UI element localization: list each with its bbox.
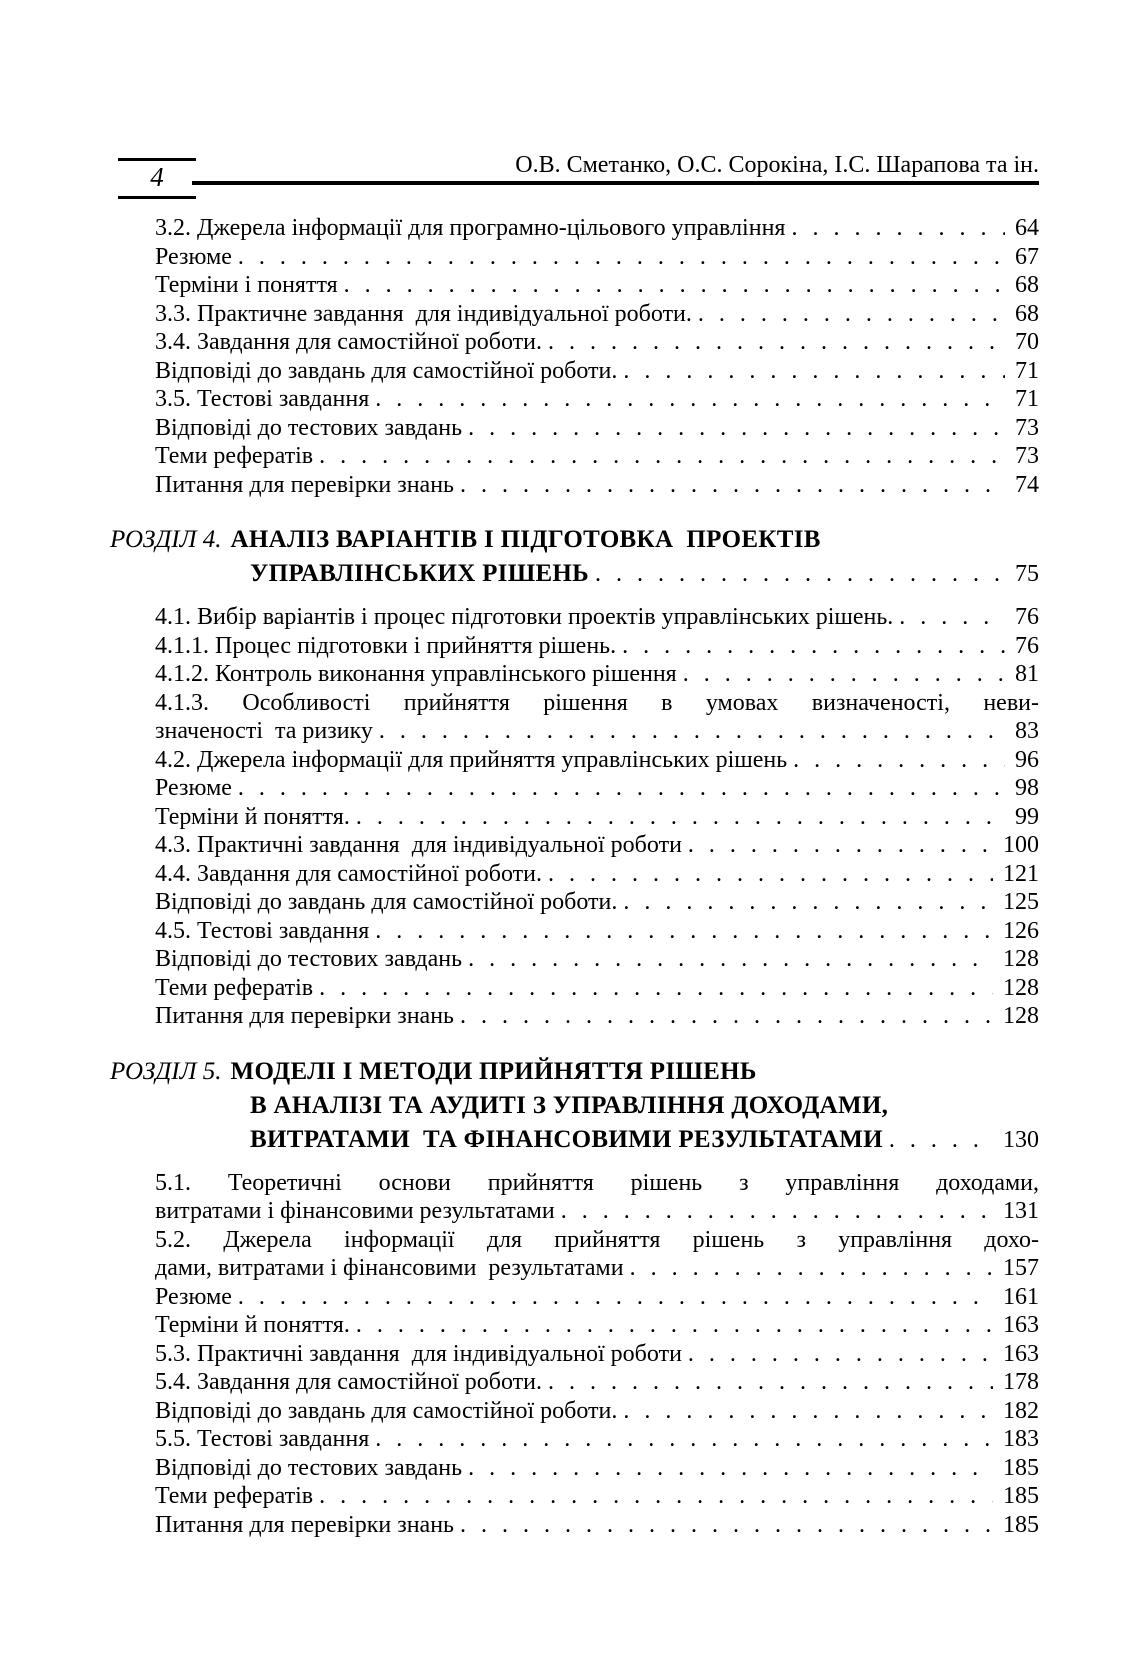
dot-leader — [460, 471, 1005, 500]
toc-entry-label: Терміни й поняття. — [155, 803, 350, 830]
toc-entry — [155, 689, 1039, 746]
toc-entry — [155, 442, 1039, 471]
toc-entry — [155, 945, 1039, 974]
toc-entry-row — [155, 1482, 1039, 1511]
dot-leader — [375, 385, 1005, 414]
toc-entry-label: 4.1. Вибір варіантів і процес підготовки проектів управлінських рішень. — [155, 604, 894, 630]
dot-leader — [238, 243, 1005, 272]
toc-entry-label: Питання для перевірки знань — [155, 1003, 454, 1029]
toc-entry-label: 5.5. Тестові завдання — [155, 1426, 370, 1452]
toc-entry-row — [155, 1454, 1039, 1483]
dot-leader — [622, 632, 1005, 661]
chapter-title-line: АНАЛІЗ ВАРІАНТІВ І ПІДГОТОВКА ПРОЕКТІВ — [230, 526, 821, 553]
toc-group — [110, 1055, 1039, 1540]
toc-entry — [155, 271, 1039, 300]
toc-entry-row — [155, 1002, 1039, 1031]
dot-leader — [623, 357, 1005, 386]
toc-entry-row — [155, 1340, 1039, 1369]
dot-leader — [319, 442, 1005, 471]
dot-leader — [688, 1340, 993, 1369]
toc-entry-label: Резюме — [155, 1283, 232, 1310]
chapter-title-line: В АНАЛІЗІ ТА АУДИТІ З УПРАВЛІННЯ ДОХОДАМИ, — [250, 1091, 889, 1119]
toc-entry — [155, 1283, 1039, 1312]
dot-leader — [548, 328, 1005, 357]
toc-entry-row — [155, 1511, 1039, 1540]
toc-entry-row — [155, 385, 1039, 414]
toc-entry-wrapped-line: 5.1. Теоретичні основи прийняття рішень з управління доходами, — [155, 1169, 1039, 1196]
toc-page-number: 64 — [1015, 215, 1039, 241]
toc-entry — [155, 243, 1039, 272]
toc-entry — [155, 1311, 1039, 1340]
toc-entry-wrapped-line: 5.2. Джерела інформації для прийняття рішень з управління дохо- — [155, 1226, 1039, 1253]
toc-entry-label: Резюме — [155, 243, 232, 270]
toc-entry — [155, 660, 1039, 689]
toc-group — [110, 523, 1039, 1031]
toc-entry — [155, 300, 1039, 329]
dot-leader — [468, 414, 1005, 443]
toc-page-number: 185 — [1003, 1511, 1039, 1538]
dot-leader — [319, 1482, 993, 1511]
toc-entry — [155, 1454, 1039, 1483]
toc-page-number: 99 — [1015, 803, 1039, 830]
toc-entry-row — [155, 243, 1039, 272]
toc-entry — [155, 414, 1039, 443]
toc-page-number: 71 — [1015, 357, 1039, 384]
toc-entry-label: Відповіді до тестових завдань — [155, 946, 463, 972]
toc-entry — [155, 214, 1039, 243]
toc-entry — [155, 1482, 1039, 1511]
toc-entry — [155, 471, 1039, 500]
toc-entry-row — [155, 888, 1039, 917]
toc-page-number: 100 — [1003, 832, 1039, 858]
toc-entry-row — [155, 860, 1039, 889]
toc-entry-row — [155, 271, 1039, 300]
running-head-authors: О.В. Сметанко, О.С. Сорокіна, І.С. Шарапова та ін. — [515, 152, 1039, 178]
dot-leader — [683, 660, 1005, 689]
toc-entry — [155, 860, 1039, 889]
toc-entry-row — [155, 471, 1039, 500]
dot-leader — [468, 1454, 993, 1483]
toc-page-number: 128 — [1003, 946, 1039, 972]
toc-entry-row — [155, 214, 1039, 243]
toc-entry-row — [155, 803, 1039, 832]
dot-leader — [623, 888, 993, 917]
toc-entry-label: Теми рефератів — [155, 974, 314, 1001]
toc-page-number: 71 — [1015, 386, 1039, 412]
toc-entry-label: Питання для перевірки знань — [155, 1511, 454, 1538]
dot-leader — [791, 214, 1005, 243]
toc-entry-label: Теми рефератів — [155, 443, 314, 469]
toc-entry-label: Питання для перевірки знань — [155, 471, 454, 498]
dot-leader — [379, 717, 1005, 746]
chapter-title-row — [250, 557, 1039, 591]
toc-entry — [155, 1169, 1039, 1226]
toc-entry-row — [155, 357, 1039, 386]
toc-entry-label: 5.3. Практичні завдання для індивідуальної роботи — [155, 1340, 682, 1367]
dot-leader — [630, 1254, 993, 1283]
toc-entry-label: значеності та ризику — [155, 718, 373, 744]
chapter-number-label: РОЗДІЛ 5. — [110, 1057, 222, 1085]
toc-page-number: 182 — [1003, 1397, 1039, 1424]
dot-leader — [548, 860, 993, 889]
toc-entry-label: витратами і фінансовими результатами — [155, 1198, 555, 1224]
toc-page-number: 75 — [1015, 561, 1039, 587]
toc-entry-label: 3.5. Тестові завдання — [155, 386, 370, 412]
toc-entry-row — [155, 300, 1039, 329]
toc-entry-row — [155, 414, 1039, 443]
toc-entry — [155, 803, 1039, 832]
dot-leader — [356, 803, 1005, 832]
toc-entry-label: Відповіді до тестових завдань — [155, 1454, 463, 1481]
dot-leader — [344, 271, 1005, 300]
chapter-title-row — [110, 1055, 1039, 1089]
toc-page-number: 128 — [1003, 1003, 1039, 1029]
toc-page-number: 121 — [1003, 860, 1039, 887]
dot-leader — [375, 1425, 993, 1454]
toc-entry-row — [155, 1311, 1039, 1340]
toc-entry — [155, 385, 1039, 414]
table-of-contents — [110, 214, 1039, 1539]
toc-entry-label: 4.2. Джерела інформації для прийняття управлінських рішень — [155, 746, 788, 773]
chapter-heading — [110, 523, 1039, 591]
dot-leader — [460, 1511, 993, 1540]
toc-page-number: 185 — [1003, 1483, 1039, 1509]
toc-page-number: 185 — [1003, 1454, 1039, 1481]
toc-page-number: 83 — [1015, 718, 1039, 744]
toc-entry-label: дами, витратами і фінансовими результатами — [155, 1255, 624, 1281]
toc-entry-label: Терміни і поняття — [155, 272, 338, 298]
dot-leader — [899, 603, 1005, 632]
toc-entry-row — [155, 831, 1039, 860]
chapter-title-line: МОДЕЛІ І МЕТОДИ ПРИЙНЯТТЯ РІШЕНЬ — [230, 1057, 757, 1085]
toc-page-number: 125 — [1003, 889, 1039, 915]
toc-entry — [155, 774, 1039, 803]
toc-page-number: 74 — [1015, 471, 1039, 498]
toc-entry-row — [155, 1197, 1039, 1226]
chapter-title-row — [250, 1123, 1039, 1157]
toc-entry-label: Відповіді до завдань для самостійної роботи. — [155, 357, 618, 384]
toc-entry-label: Відповіді до тестових завдань — [155, 414, 463, 441]
toc-entry-row — [155, 328, 1039, 357]
toc-entry-label: 3.3. Практичне завдання для індивідуальної роботи. — [155, 300, 692, 327]
chapter-title-row — [110, 523, 1039, 557]
chapter-number-label: РОЗДІЛ 4. — [110, 526, 222, 553]
toc-entry — [155, 1002, 1039, 1031]
toc-entry-label: 3.2. Джерела інформації для програмно-цільового управління — [155, 215, 786, 241]
toc-entry-label: 4.5. Тестові завдання — [155, 917, 370, 944]
dot-leader — [460, 1002, 993, 1031]
toc-page-number: 161 — [1003, 1283, 1039, 1310]
toc-entry — [155, 1511, 1039, 1540]
toc-entry — [155, 1368, 1039, 1397]
toc-entry-row — [155, 746, 1039, 775]
dot-leader — [623, 1397, 993, 1426]
toc-page-number: 73 — [1015, 414, 1039, 441]
toc-page-number: 81 — [1015, 661, 1039, 687]
toc-page-number: 183 — [1003, 1426, 1039, 1452]
toc-entry-row — [155, 945, 1039, 974]
toc-entry-row — [155, 974, 1039, 1003]
toc-entry-label: 5.4. Завдання для самостійної роботи. — [155, 1369, 542, 1395]
dot-leader — [698, 300, 1005, 329]
folio-rule-bottom — [118, 196, 196, 199]
toc-entry — [155, 632, 1039, 661]
dot-leader — [468, 945, 993, 974]
toc-entry-wrapped-line: 4.1.3. Особливості прийняття рішення в умовах визначеності, неви- — [155, 689, 1039, 716]
toc-entry-row — [155, 1397, 1039, 1426]
chapter-title-line: УПРАВЛІНСЬКИХ РІШЕНЬ — [250, 560, 590, 587]
toc-entry-label: Резюме — [155, 775, 232, 801]
toc-entry-row — [155, 603, 1039, 632]
toc-page-number: 73 — [1015, 443, 1039, 469]
toc-page-number: 163 — [1003, 1340, 1039, 1367]
dot-leader — [889, 1123, 993, 1157]
toc-entry-row — [155, 1425, 1039, 1454]
toc-page-number: 68 — [1015, 300, 1039, 327]
toc-page-number: 70 — [1015, 329, 1039, 355]
toc-entry-label: Відповіді до завдань для самостійної роботи. — [155, 889, 618, 915]
toc-entry — [155, 831, 1039, 860]
dot-leader — [375, 917, 993, 946]
chapter-heading — [110, 1055, 1039, 1157]
dot-leader — [688, 831, 993, 860]
toc-page-number: 128 — [1003, 974, 1039, 1001]
dot-leader — [238, 1283, 993, 1312]
toc-entry — [155, 888, 1039, 917]
toc-entry-label: Відповіді до завдань для самостійної роботи. — [155, 1397, 618, 1424]
dot-leader — [238, 774, 1005, 803]
toc-page-number: 98 — [1015, 775, 1039, 801]
toc-page-number: 157 — [1003, 1255, 1039, 1281]
toc-entry — [155, 974, 1039, 1003]
chapter-title-row — [250, 1089, 1039, 1123]
toc-page-number: 163 — [1003, 1312, 1039, 1338]
toc-page-number: 68 — [1015, 272, 1039, 298]
toc-page-number: 76 — [1015, 632, 1039, 659]
toc-entry — [155, 746, 1039, 775]
toc-entry-row — [155, 1368, 1039, 1397]
toc-entry — [155, 328, 1039, 357]
toc-entry-label: Теми рефератів — [155, 1483, 314, 1509]
toc-entry — [155, 917, 1039, 946]
toc-entry — [155, 1397, 1039, 1426]
toc-page-number: 131 — [1003, 1198, 1039, 1224]
toc-entry-row — [155, 1254, 1039, 1283]
dot-leader — [319, 974, 993, 1003]
toc-entry-row — [155, 917, 1039, 946]
running-head-rule — [192, 181, 1039, 185]
toc-page-number: 67 — [1015, 243, 1039, 270]
toc-entry-row — [155, 774, 1039, 803]
toc-entry-row — [155, 1283, 1039, 1312]
toc-entry-row — [155, 442, 1039, 471]
toc-entry-label: 4.1.2. Контроль виконання управлінського рішення — [155, 661, 677, 687]
toc-entry-label: 4.4. Завдання для самостійної роботи. — [155, 860, 542, 887]
dot-leader — [561, 1197, 993, 1226]
toc-group — [110, 214, 1039, 499]
toc-page-number: 178 — [1003, 1369, 1039, 1395]
toc-entry-row — [155, 660, 1039, 689]
toc-entry — [155, 1340, 1039, 1369]
toc-entry-label: 3.4. Завдання для самостійної роботи. — [155, 329, 542, 355]
chapter-title-line: ВИТРАТАМИ ТА ФІНАНСОВИМИ РЕЗУЛЬТАТАМИ — [250, 1125, 883, 1153]
toc-entry-label: 4.1.1. Процес підготовки і прийняття рішень. — [155, 632, 617, 659]
toc-entry — [155, 603, 1039, 632]
toc-entry — [155, 1425, 1039, 1454]
dot-leader — [356, 1311, 993, 1340]
toc-entry — [155, 1226, 1039, 1283]
dot-leader — [548, 1368, 993, 1397]
dot-leader — [793, 746, 1005, 775]
toc-entry-row — [155, 632, 1039, 661]
toc-entry-label: 4.3. Практичні завдання для індивідуальної роботи — [155, 832, 682, 858]
toc-page-number: 126 — [1003, 917, 1039, 944]
toc-page-number: 96 — [1015, 746, 1039, 773]
dot-leader — [595, 557, 1005, 591]
toc-entry-row — [155, 717, 1039, 746]
toc-entry-label: Терміни й поняття. — [155, 1312, 350, 1338]
toc-page-number: 76 — [1015, 604, 1039, 630]
toc-page-number: 130 — [1003, 1126, 1039, 1153]
page-number: 4 — [150, 162, 164, 192]
toc-entry — [155, 357, 1039, 386]
